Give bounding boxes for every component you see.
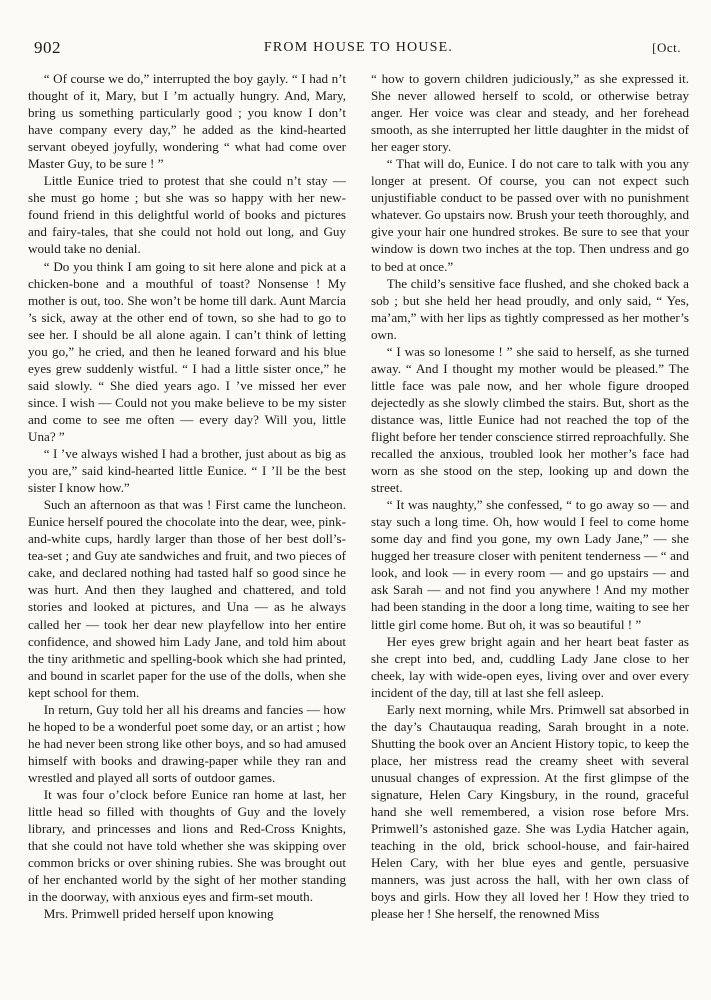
left-column [28,70,346,922]
paragraph: The child’s sensitive face flushed, and she choked back a sob ; but she held her head proudly, and only said, “ Yes, ma’am,” with her lips as tightly compressed as her mother’s own. [371,275,689,342]
paragraph: It was four o’clock before Eunice ran home at last, her little head so filled with thoughts of Guy and the lovely library, and princesses and lions and Red-Cross Knights, that she could not have told whether she was skipping over common bricks or over shining rubies. She was brought out of her enchanted world by the sight of her mother standing in the doorway, with anxious eyes and firm-set mouth. [28,786,346,905]
paragraph: Mrs. Primwell prided herself upon knowing [43,906,274,922]
paragraph-continued: “ how to govern children judiciously,” as she expressed it. She never allowed herself to scold, or otherwise betray anger. Her voice was clear and steady, and her forehead smooth, as she interrupted her little daughter in the midst of her eager story. [371,71,689,155]
issue-month: [Oct. [652,40,681,55]
paragraph: “ I was so lonesome ! ” she said to herself, as she turned away. “ And I thought my mother would be pleased.” The little face was pale now, and her whole figure drooped dejectedly as she slowly climbed the stairs. But, short as the distance was, little Eunice had not reached the top of the flight before her tender conscience stirred reproachfully. She recalled the anxious, troubled look her mother’s face had worn as she stood on the step, looking up and down the street. [371,343,689,496]
paragraph: In return, Guy told her all his dreams and fancies — how he hoped to be a wonderful poet some day, or an artist ; how he had never been strong like other boys, and so had amused himself with books and drawing-paper while they ran and wrestled and played all sorts of outdoor games. [28,701,346,785]
paragraph: Early next morning, while Mrs. Primwell sat absorbed in the day’s Chautauqua reading, Sarah brought in a note. Shutting the book over an Ancient History topic, to keep the place, her mistress read the creamy sheet with several unusual changes of expression. At the first glimpse of the signature, Helen Cary Kingsbury, in the round, graceful hand she well remembered, a vision rose before Mrs. Primwell’s astonished gaze. She was Lydia Hatcher again, teaching in the old, brick school-house, and fair-haired Helen Cary, with her blue eyes and gentle, persuasive manners, was just across the hall, with her own class of boys and girls. How they all loved her ! How they tried to please her ! She herself, the renowned Miss [371,701,689,922]
paragraph: “ Of course we do,” interrupted the boy gayly. “ I had n’t thought of it, Mary, but I ’m actually hungry. And, Mary, bring us something particularly good ; you know I don’t have company every day,” he added as the kind-hearted servant obeyed joyfully, wondering “ what had come over Master Guy, to be sure ! ” [28,71,346,172]
paragraph: Such an afternoon as that was ! First came the luncheon. Eunice herself poured the chocolate into the dear, wee, pink-and-white cups, hardly larger than those of her best doll’s-tea-set ; and Guy ate sandwiches and fruit, and two pieces of cake, and declared nothing had tasted half so good since he was hurt. And then they laughed and chattered, and told stories and looked at pictures, and Una — as he always called her — took her dear new playfellow into her entire confidence, and showed him Lady Jane, and told him about the tiny arithmetic and spelling-book which she had printed, and bound in scarlet paper for the use of the dolls, when she kept school for them. [28,497,346,700]
paragraph: “ It was naughty,” she confessed, “ to go away so — and stay such a long time. Oh, how would I feel to come home some day and find you gone, my own Lady Jane,” — she hugged her treasure closer with penitent tenderness — “ and look, and look — in every room — and go upstairs — and ask Sarah — and not find you anywhere ! And my mother had been standing in the door a long time, waiting to see her little girl come home. But oh, it was so beautiful ! ” [371,497,689,632]
text-columns [28,70,689,922]
paragraph: “ Do you think I am going to sit here alone and pick at a chicken-bone and a mouthful of toast? Nonsense ! My mother is out, too. She won’t be home till dark. Aunt Marcia ’s sick, away at the other end of town, so she had to go to see her. I should be all alone again. I can’t think of letting you go,” he cried, and then he leaned forward and his blue eyes grew suddenly wistful. “ I had a little sister once,” he said slowly. “ She died years ago. I ’ve missed her ever since. I wish — Could not you make believe to be my sister and come to see me often — every day? Will you, little Una? ” [28,258,346,444]
paragraph: “ I ’ve always wished I had a brother, just about as big as you are,” said kind-hearted little Eunice. “ I ’ll be the best sister I know how.” [28,446,346,496]
paragraph: “ That will do, Eunice. I do not care to talk with you any longer at present. Of course, you can not expect such unjustifiable conduct to be passed over with no punishment whatever. Go upstairs now. Brush your teeth thoroughly, and give your hair one hundred strokes. Be sure to see that your window is down two inches at the top. Then undress and go to bed at once.” [371,156,689,274]
running-title: FROM HOUSE TO HOUSE. [263,40,454,55]
page-number: 902 [34,38,61,57]
paragraph: Little Eunice tried to protest that she could n’t stay — she must go home ; but she was so happy with her new-found friend in this delightful world of books and pictures and fairy-tales, that she could not hold out long, and Guy would take no denial. [28,173,346,257]
paragraph: Her eyes grew bright again and her heart beat faster as she crept into bed, and, cuddling Lady Jane close to her cheek, lay with wide-open eyes, living over and over every incident of the day, till at last she fell asleep. [371,633,689,700]
running-header [28,30,689,60]
right-column [371,70,689,922]
